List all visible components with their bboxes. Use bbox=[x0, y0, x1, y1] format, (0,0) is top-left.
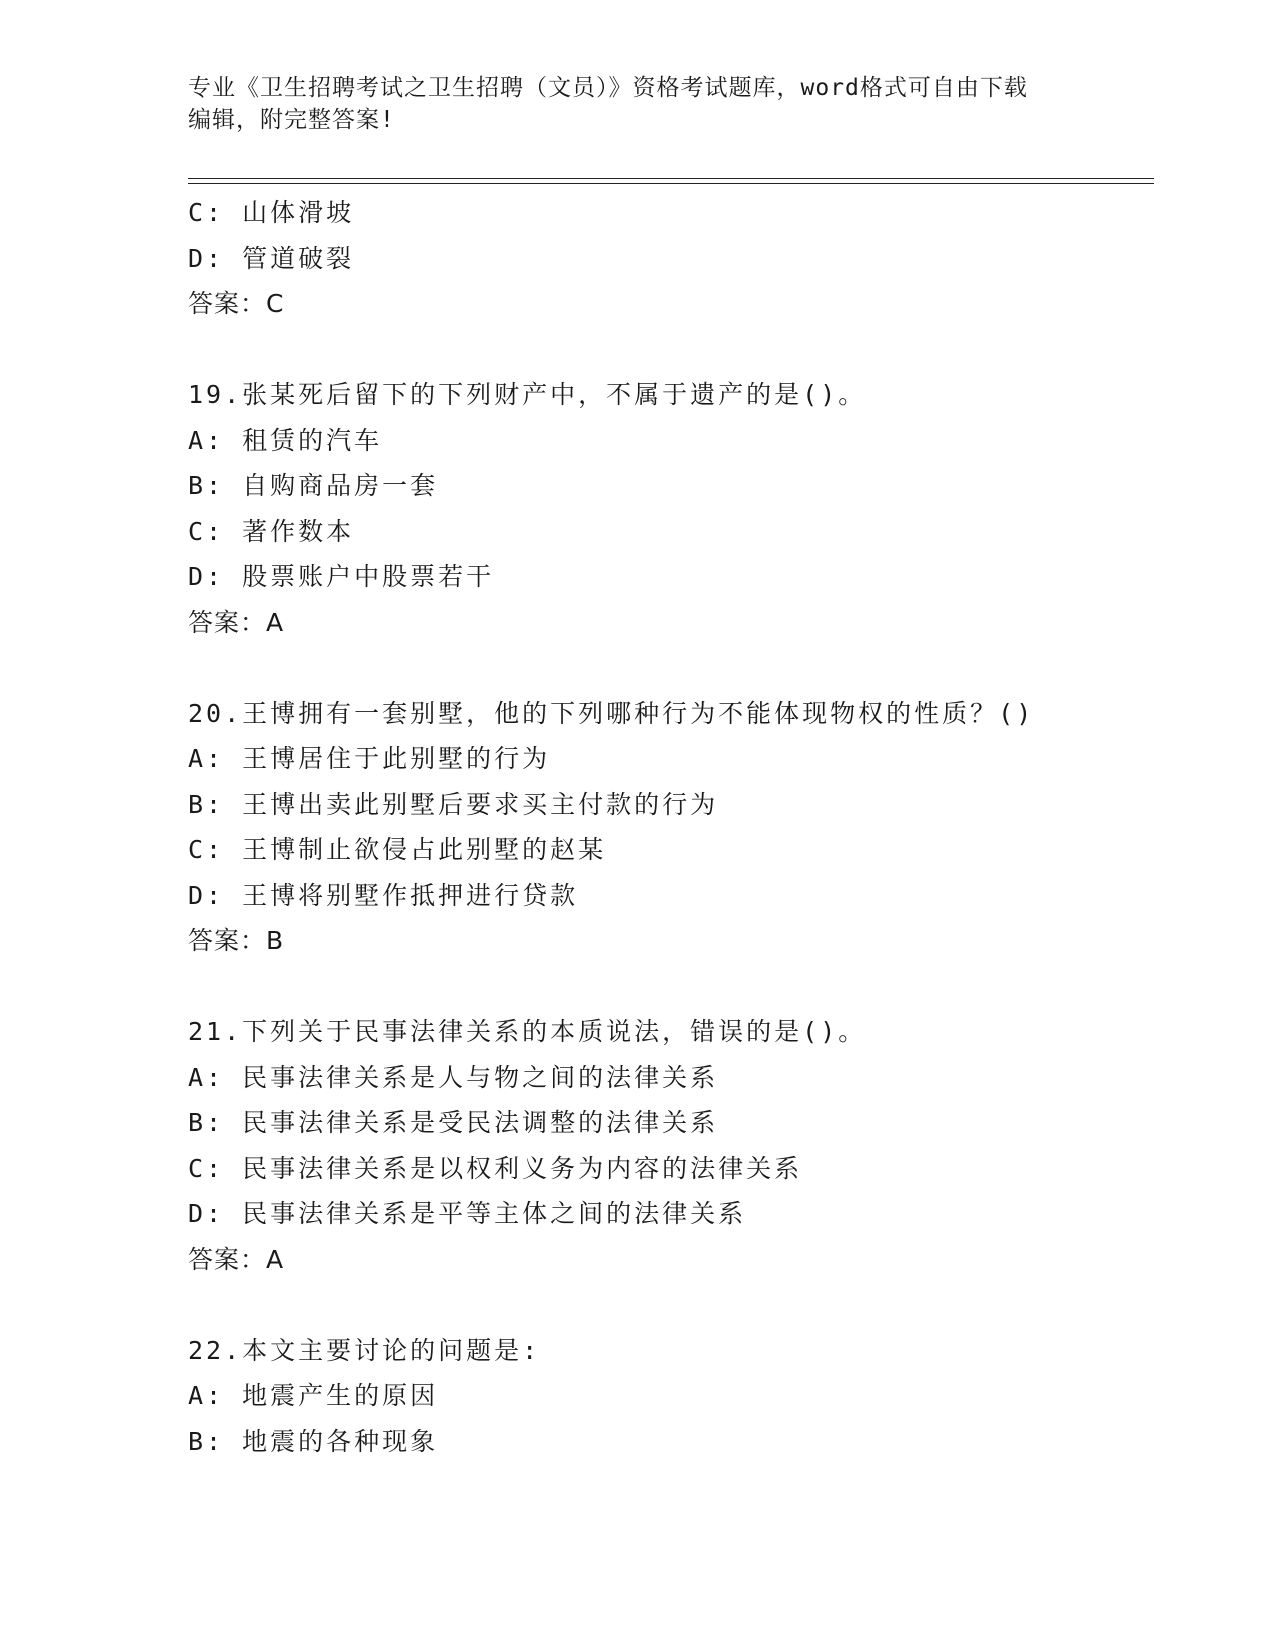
option-c: C: 著作数本 bbox=[188, 516, 355, 546]
header-line-2: 编辑，附完整答案! bbox=[188, 107, 395, 133]
option-b: B: 民事法律关系是受民法调整的法律关系 bbox=[188, 1108, 719, 1137]
question-block bbox=[188, 190, 1168, 327]
option-a: A: 地震产生的原因 bbox=[188, 1381, 439, 1410]
question-block bbox=[188, 1328, 1168, 1465]
option-a: A: 民事法律关系是人与物之间的法律关系 bbox=[188, 1062, 719, 1092]
option-d: D: 王博将别墅作抵押进行贷款 bbox=[188, 880, 579, 910]
document-header bbox=[188, 72, 1088, 136]
question-block bbox=[188, 691, 1168, 964]
header-line-1: 专业《卫生招聘考试之卫生招聘（文员）》资格考试题库，word格式可自由下载 bbox=[188, 75, 1028, 101]
answer-line: 答案：A bbox=[188, 1244, 285, 1274]
question-text: 20.王博拥有一套别墅，他的下列哪种行为不能体现物权的性质？() bbox=[188, 698, 1035, 728]
option-d: D: 管道破裂 bbox=[188, 243, 355, 273]
option-d: D: 股票账户中股票若干 bbox=[188, 562, 495, 591]
option-a: A: 王博居住于此别墅的行为 bbox=[188, 744, 551, 773]
option-b: B: 自购商品房一套 bbox=[188, 471, 439, 500]
question-text: 22.本文主要讨论的问题是: bbox=[188, 1335, 541, 1365]
question-list bbox=[188, 190, 1168, 1464]
question-block bbox=[188, 1009, 1168, 1282]
option-b: B: 地震的各种现象 bbox=[188, 1426, 439, 1456]
option-d: D: 民事法律关系是平等主体之间的法律关系 bbox=[188, 1199, 747, 1228]
option-a: A: 租赁的汽车 bbox=[188, 425, 383, 455]
option-c: C: 民事法律关系是以权利义务为内容的法律关系 bbox=[188, 1153, 803, 1183]
header-rule-bottom bbox=[188, 183, 1154, 184]
question-text: 19.张某死后留下的下列财产中，不属于遗产的是()。 bbox=[188, 380, 867, 409]
answer-line: 答案：B bbox=[188, 926, 285, 955]
option-c: C: 山体滑坡 bbox=[188, 198, 355, 227]
header-rule-top bbox=[188, 178, 1154, 179]
answer-line: 答案：A bbox=[188, 607, 285, 637]
answer-line: 答案：C bbox=[188, 289, 285, 318]
question-block bbox=[188, 372, 1168, 645]
option-b: B: 王博出卖此别墅后要求买主付款的行为 bbox=[188, 789, 719, 819]
option-c: C: 王博制止欲侵占此别墅的赵某 bbox=[188, 835, 607, 864]
question-text: 21.下列关于民事法律关系的本质说法，错误的是()。 bbox=[188, 1017, 867, 1046]
